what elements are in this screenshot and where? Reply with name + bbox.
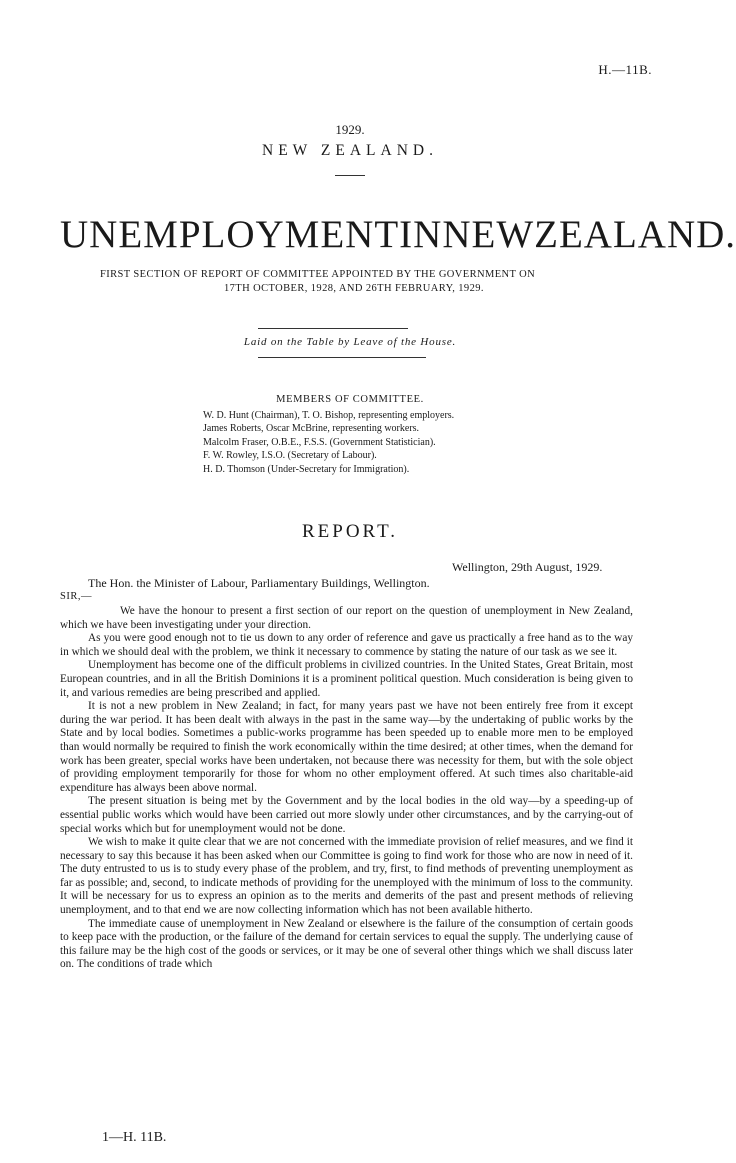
year: 1929. — [335, 122, 365, 137]
subtitle — [100, 268, 620, 296]
body-paragraph: Unemployment has become one of the difficult problems in civilized countries. In the United States, Great Britain, most European countries, and in all the British Dominions it is a prominent political question. Much consideration is being given to it, and various remedies are being prescribed and applied. — [60, 659, 633, 699]
main-title-word: NEW — [442, 213, 535, 256]
member-line: Malcolm Fraser, O.B.E., F.S.S. (Government Statistician). — [203, 436, 436, 448]
laid-on-table-note: Laid on the Table by Leave of the House. — [243, 336, 457, 348]
body-paragraph: We wish to make it quite clear that we are not concerned with the immediate provision of relief measures, and we find it necessary to say this because it has been asked when our Committee is going to find work for those who are now in need of it. The duty entrusted to us is to study every phase of the problem, and try, first, to find methods of preventing unemployment as far as possible; and, second, to indicate methods of providing for the unemployed with the minimum of loss to the community. It will be necessary for us to express an opinion as to the merits and demerits of the past and present methods of relieving unemployment, and to that end we are now collecting information which has not been available hitherto. — [60, 836, 633, 917]
report-addressee: The Hon. the Minister of Labour, Parliamentary Buildings, Wellington. — [88, 576, 430, 590]
member-line: F. W. Rowley, I.S.O. (Secretary of Labour). — [203, 450, 377, 462]
short-rule — [335, 175, 365, 176]
divider-rule — [258, 357, 426, 358]
body-paragraph: We have the honour to present a first section of our report on the question of unemployment in New Zealand, which we have been investigating under your direction. — [60, 605, 633, 631]
salutation: SIR,— — [60, 591, 92, 602]
report-date: Wellington, 29th August, 1929. — [452, 560, 603, 574]
main-title-word: ZEALAND. — [534, 213, 736, 256]
committee-heading: MEMBERS OF COMMITTEE. — [276, 394, 424, 405]
subtitle-line: FIRST SECTION OF REPORT OF COMMITTEE APPOINTED BY THE GOVERNMENT ON — [100, 269, 536, 280]
body-paragraph: It is not a new problem in New Zealand; in fact, for many years past we have not been entirely free from it except during the war period. It has been dealt with always in the past in the same way—by the undertaking of public works by the State and by local bodies. Sometimes a public-works programme has been speeded up to enable more men to be employed than would normally be required to finish the work economically within the time desired; at other times, when the demand for work has been greater, special works have been undertaken, not because there was necessity for them, but with the sole object of providing employment temporarily for those for whom no other employment offered. At such times also charitable-aid expenditure has always been above normal. — [60, 700, 633, 794]
member-line: James Roberts, Oscar McBrine, representing workers. — [203, 423, 420, 435]
subtitle-line: 17TH OCTOBER, 1928, AND 26TH FEBRUARY, 1929. — [224, 283, 484, 294]
main-title-word: UNEMPLOYMENT — [60, 213, 400, 256]
member-line: W. D. Hunt (Chairman), T. O. Bishop, representing employers. — [203, 410, 455, 421]
report-heading: REPORT. — [301, 521, 399, 542]
committee-members — [203, 409, 454, 476]
main-title — [60, 212, 736, 258]
main-title-word: IN — [399, 213, 443, 256]
body-paragraph: The present situation is being met by the Government and by the local bodies in the old way—by a speeding-up of essential public works which would have been carried out more slowly under other circumstances, and by the carrying-out of special works which but for unemployment would not be done. — [60, 795, 633, 835]
report-body — [60, 605, 633, 972]
country-heading: NEW ZEALAND. — [262, 142, 438, 159]
member-line: H. D. Thomson (Under-Secretary for Immigration). — [203, 463, 410, 475]
divider-rule — [258, 328, 408, 329]
paper-reference: H.—11B. — [598, 62, 652, 77]
page-signature: 1—H. 11B. — [102, 1130, 167, 1145]
body-paragraph: The immediate cause of unemployment in New Zealand or elsewhere is the failure of the consumption of certain goods to keep pace with the production, or the failure of the demand for certain services to equal the supply. The underlying cause of this failure may be the high cost of the goods or services, or it may be one of several other things which we shall discuss later on. The conditions of trade which — [60, 917, 633, 971]
body-paragraph: As you were good enough not to tie us down to any order of reference and gave us practically a free hand as to the way in which we should deal with the problem, we think it necessary to commence by stating the nature of our task as we see it. — [60, 632, 633, 658]
